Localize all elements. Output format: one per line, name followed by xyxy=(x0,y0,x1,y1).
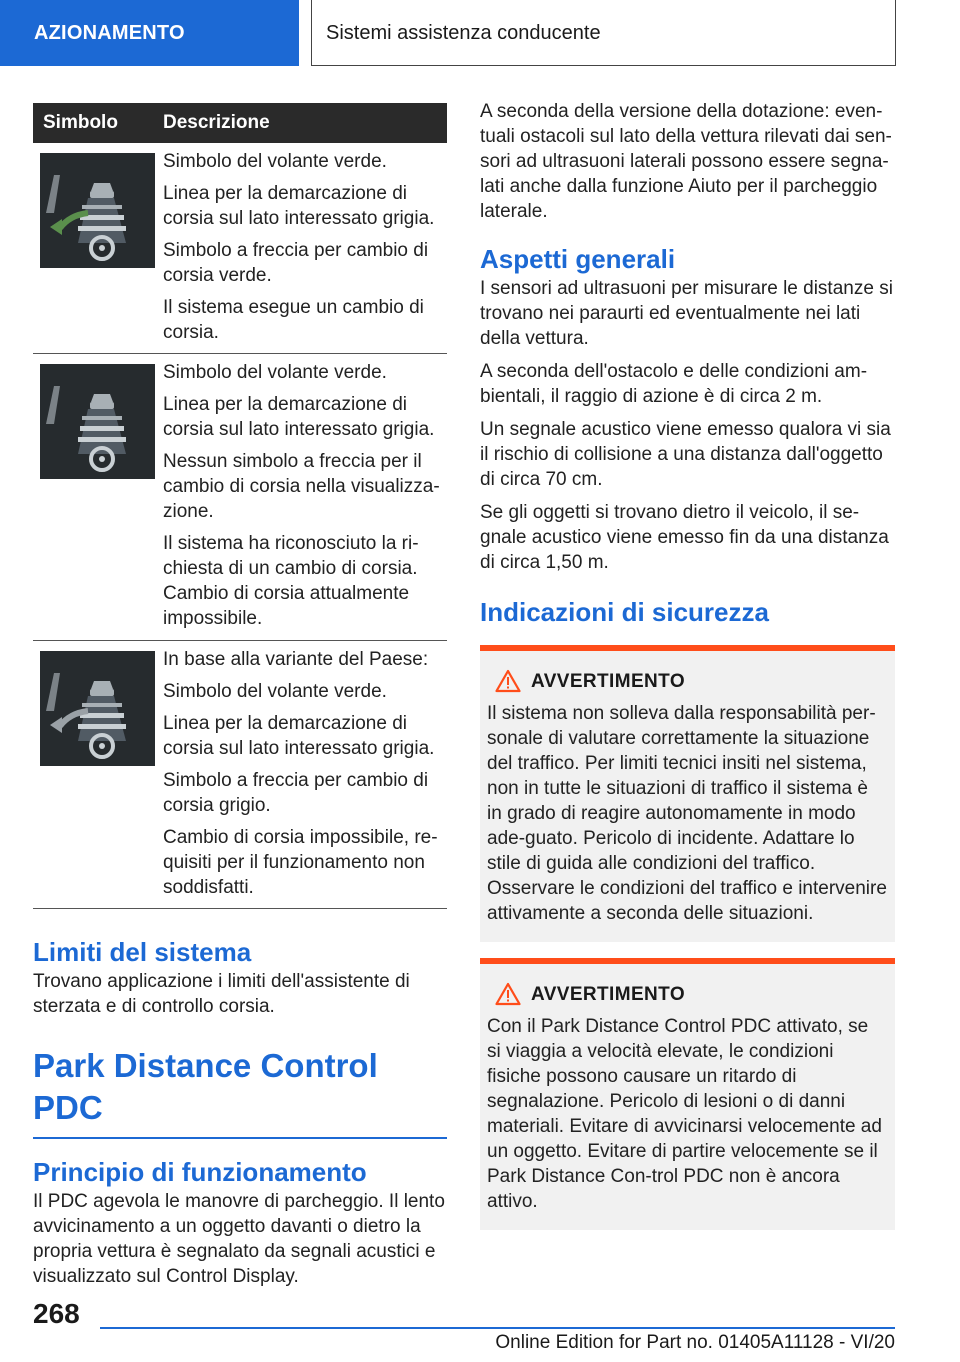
description-line: Linea per la demarcazione di corsia sul lato interessato grigia. xyxy=(163,713,435,759)
description-line: Il sistema esegue un cambio di corsia. xyxy=(163,297,424,343)
chapter-title: Sistemi assistenza conducente xyxy=(311,0,896,66)
row-description xyxy=(163,143,447,345)
warning-triangle-icon xyxy=(495,982,521,1006)
description-line: Linea per la demarcazione di corsia sul lato interessato grigia. xyxy=(163,394,435,440)
table-row xyxy=(33,143,447,354)
column-header-symbol: Simbolo xyxy=(43,112,118,133)
limiti-text: Trovano applicazione i limiti dell'assistente di sterzata e di controllo corsia. xyxy=(33,971,410,1017)
description-line: Simbolo a freccia per cambio di corsia verde. xyxy=(163,240,429,286)
aspetti-paragraph: Un segnale acustico viene emesso qualora vi sia il rischio di collisione a una distanza dall'oggetto di circa 70 cm. xyxy=(480,419,891,490)
lane-change-arrow-grey-icon xyxy=(40,651,155,766)
aspetti-paragraph: I sensori ad ultrasuoni per misurare le distanze si trovano nei paraurti ed eventualmente nei lati della vettura. xyxy=(480,278,893,349)
description-line: Simbolo del volante verde. xyxy=(163,362,387,383)
description-line: Simbolo del volante verde. xyxy=(163,681,387,702)
row-description xyxy=(163,641,447,900)
lane-change-arrow-green-icon xyxy=(40,153,155,268)
warning-text: Il sistema non solleva dalla responsabilità per-sonale di valutare correttamente la situazione del traffico. Per limiti tecnici insiti nel sistema, non in tutte le situazioni di traffico il sistema è in grado di reagire autonomamente in modo ade-guato. Pericolo di incidente. Adattare lo stile di guida alle condizioni del traffico. Osservare le condizioni del traffico e intervenire attivamente a seconda delle situazioni. xyxy=(487,703,887,924)
warning-box xyxy=(480,958,895,1230)
table-row xyxy=(33,641,447,909)
description-line: Cambio di corsia impossibile, re-quisiti per il funzionamento non soddisfatti. xyxy=(163,827,438,898)
warning-label: AVVERTIMENTO xyxy=(531,984,685,1005)
aspetti-heading: Aspetti generali xyxy=(480,244,676,274)
warning-text: Con il Park Distance Control PDC attivato, se si viaggia a velocità elevate, le condizioni fisiche possono causare un ritardo di segnalazione. Pericolo di lesioni o di danni materiali. Evitare di avvicinarsi velocemente ad un oggetto. Evitare di partire velocemente se il Park Distance Con-trol PDC non è ancora attivo. xyxy=(487,1016,882,1212)
section-tab: AZIONAMENTO xyxy=(0,0,299,66)
principio-heading: Principio di funzionamento xyxy=(33,1157,367,1187)
warning-title-row xyxy=(487,669,887,697)
aspetti-paragraph: A seconda dell'ostacolo e delle condizioni am-bientali, il raggio di azione è di circa 2 m. xyxy=(480,361,868,407)
footer-rule xyxy=(100,1327,895,1329)
warning-label: AVVERTIMENTO xyxy=(531,671,685,692)
table-row xyxy=(33,354,447,641)
warning-title-row xyxy=(487,982,887,1010)
description-line: Nessun simbolo a freccia per il cambio di corsia nella visualizza-zione. xyxy=(163,451,440,522)
description-line: In base alla variante del Paese: xyxy=(163,649,429,670)
page-header xyxy=(0,0,960,66)
lane-change-no-arrow-icon xyxy=(40,364,155,479)
intro-text: A seconda della versione della dotazione: even-tuali ostacoli sul lato della vettura rilevati dai sen-sori ad ultrasuoni laterali possono essere segna-lati anche dalla funzione Aiuto per il parcheggio laterale. xyxy=(480,101,892,222)
left-column xyxy=(33,103,447,1297)
page-number: 268 xyxy=(33,1298,80,1329)
table-header xyxy=(33,103,447,143)
description-line: Linea per la demarcazione di corsia sul lato interessato grigia. xyxy=(163,183,435,229)
edition-text: Online Edition for Part no. 01405A11128 - VI/20 xyxy=(495,1332,895,1353)
principio-text: Il PDC agevola le manovre di parcheggio. Il lento avvicinamento a un oggetto davanti o dietro la propria vettura è segnalato da segnali acustici e visualizzato sul Control Display. xyxy=(33,1191,445,1287)
description-line: Simbolo del volante verde. xyxy=(163,151,387,172)
description-line: Il sistema ha riconosciuto la ri-chiesta di un cambio di corsia. Cambio di corsia attualmente impossibile. xyxy=(163,533,419,629)
warning-box xyxy=(480,645,895,942)
aspetti-paragraph: Se gli oggetti si trovano dietro il veicolo, il se-gnale acustico viene emesso fin da una distanza di circa 1,50 m. xyxy=(480,502,889,573)
sicurezza-heading: Indicazioni di sicurezza xyxy=(480,597,769,627)
description-line: Simbolo a freccia per cambio di corsia grigio. xyxy=(163,770,429,816)
right-column xyxy=(480,103,895,1230)
limiti-heading: Limiti del sistema xyxy=(33,937,252,967)
pdc-heading: Park Distance Control PDC xyxy=(33,1047,378,1126)
column-header-description: Descrizione xyxy=(163,112,270,133)
row-description xyxy=(163,354,447,631)
warning-triangle-icon xyxy=(495,669,521,693)
